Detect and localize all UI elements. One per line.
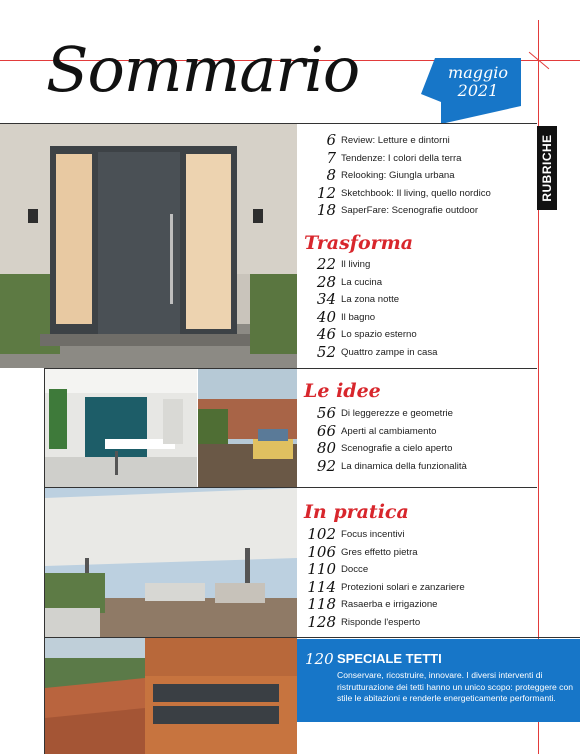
list-item[interactable]: 80 Scenografie a cielo aperto — [316, 439, 453, 457]
list-item[interactable]: 114 Protezioni solari e zanzariere — [307, 577, 465, 596]
list-item[interactable]: 102 Focus incentivi — [307, 525, 405, 543]
list-item[interactable]: 34 La zona notte — [316, 290, 400, 308]
list-item[interactable]: 110 Docce — [307, 560, 369, 578]
rubriche-tab-label: RUBRICHE — [540, 134, 554, 202]
special-description: Conservare, ricostruire, innovare. I diversi interventi di ristrutturazione dei tetti hanno un unico scopo: proteggere con stile le abitazioni e renderle energeticamente performanti. — [337, 670, 574, 703]
list-item[interactable]: 7 Tendenze: I colori della terra — [326, 148, 462, 167]
list-item[interactable]: 46 Lo spazio esterno — [316, 325, 417, 343]
issue-year: 2021 — [457, 81, 499, 100]
issue-badge — [421, 58, 521, 124]
section-title-trasforma: Trasforma — [304, 232, 414, 254]
list-item[interactable]: 66 Aperti al cambiamento — [316, 421, 437, 440]
photo-roof-tiles — [45, 638, 145, 754]
list-item[interactable]: 8 Relooking: Giungla urbana — [326, 166, 455, 184]
list-item[interactable]: 28 La cucina — [316, 272, 383, 291]
issue-month: maggio — [448, 63, 508, 82]
list-item[interactable]: 52 Quattro zampe in casa — [316, 342, 438, 361]
list-item[interactable]: 128 Risponde l'esperto — [307, 612, 421, 631]
list-item[interactable]: 106 Gres effetto pietra — [307, 542, 418, 561]
list-item[interactable]: 56 Di leggerezze e geometrie — [316, 404, 453, 422]
list-item[interactable]: 18 SaperFare: Scenografie outdoor — [316, 201, 479, 219]
list-item[interactable]: 40 Il bagno — [316, 307, 376, 326]
special-page-number: 120 — [305, 650, 334, 668]
section-title-le-idee: Le idee — [304, 380, 381, 402]
special-feature-box[interactable] — [297, 639, 580, 722]
photo-terrace — [198, 369, 297, 487]
rubriche-list — [311, 132, 491, 220]
rubriche-tab — [537, 126, 557, 210]
photo-pergola — [45, 488, 297, 637]
le-idee-list — [311, 405, 467, 475]
photo-entrance-door — [0, 124, 297, 368]
list-item[interactable]: 6 Review: Letture e dintorni — [326, 131, 450, 149]
photo-blue-kitchen — [45, 369, 197, 487]
trasforma-list — [311, 256, 438, 361]
list-item[interactable]: 118 Rasaerba e irrigazione — [307, 595, 438, 613]
special-title: SPECIALE TETTI — [337, 651, 442, 666]
list-item[interactable]: 92 La dinamica della funzionalità — [316, 456, 467, 475]
photo-roof-windows — [145, 638, 297, 754]
in-pratica-list — [306, 526, 465, 631]
page-title: Sommario — [46, 33, 360, 106]
list-item[interactable]: 12 Sketchbook: Il living, quello nordico — [316, 183, 491, 202]
section-title-in-pratica: In pratica — [304, 501, 409, 523]
list-item[interactable]: 22 Il living — [316, 255, 371, 273]
issue-date — [443, 64, 513, 100]
